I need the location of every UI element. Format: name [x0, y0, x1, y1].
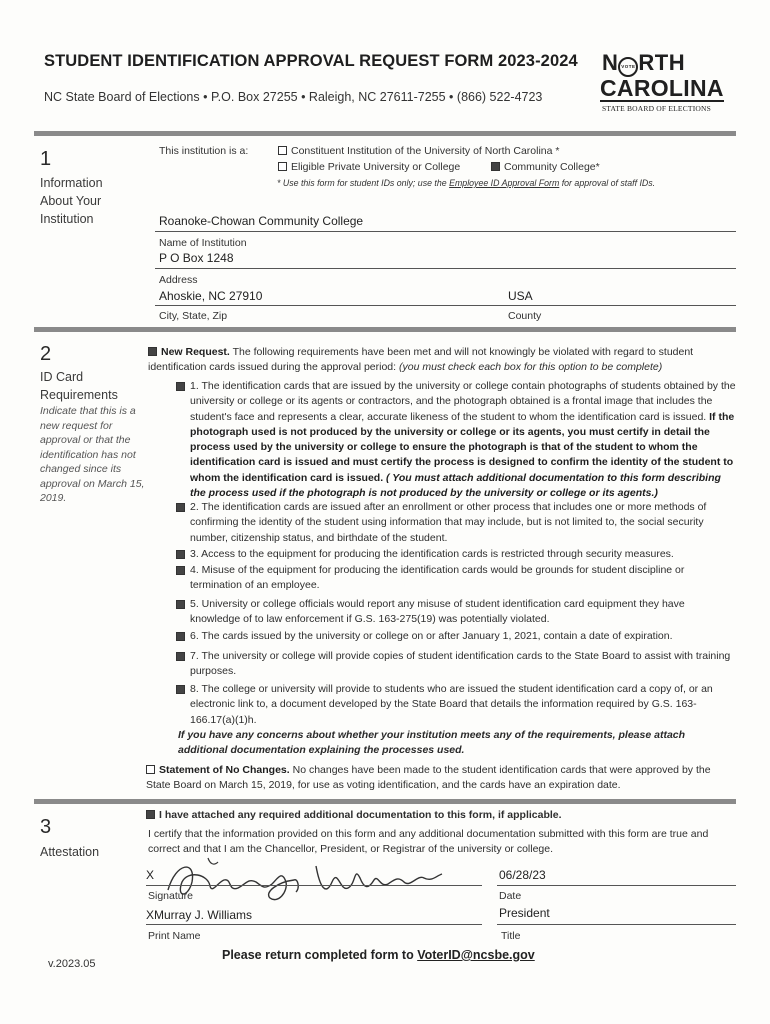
- title-line: [497, 924, 736, 925]
- checkbox-req-1[interactable]: [176, 382, 185, 391]
- signature-line: [146, 885, 482, 886]
- concerns-note: If you have any concerns about whether your institution meets any of the requirements, please attach additional documentation explaining the processes used.: [178, 729, 686, 757]
- print-name-label: Print Name: [148, 930, 201, 942]
- req-3-text: 3. Access to the equipment for producing the identification cards is restricted through security measures.: [190, 548, 674, 560]
- checkbox-req-4[interactable]: [176, 566, 185, 575]
- date-label: Date: [499, 890, 522, 902]
- vote-seal-icon: [618, 57, 638, 77]
- section-1-label: Information About Your Institution: [40, 176, 103, 226]
- req-7-text: 7. The university or college will provide copies of student identification cards to the State Board to assist with training purposes.: [190, 650, 731, 678]
- section-divider: [34, 327, 736, 332]
- req-6-text: 6. The cards issued by the university or college on or after January 1, 2021, contain a date of expiration.: [190, 630, 673, 642]
- section-divider: [34, 131, 736, 136]
- attached-docs-text: I have attached any required additional documentation to this form, if applicable.: [159, 809, 562, 821]
- section-divider: [34, 799, 736, 804]
- option-community-college-label: Community College*: [504, 161, 600, 173]
- section-3-label: Attestation: [40, 845, 100, 859]
- signature-image[interactable]: [148, 852, 458, 906]
- checkbox-community-college[interactable]: [491, 162, 500, 171]
- option-private-label: Eligible Private University or College: [291, 161, 461, 173]
- section-2-number: 2: [40, 343, 52, 365]
- institution-name-label: Name of Institution: [159, 237, 247, 249]
- checkbox-req-6[interactable]: [176, 632, 185, 641]
- section-3-number: 3: [40, 816, 52, 838]
- checkbox-req-7[interactable]: [176, 652, 185, 661]
- section-2-note: Indicate that this is a new request for approval or that the identification has not changed since its approval on March 15, 2019.: [40, 405, 145, 504]
- checkbox-req-3[interactable]: [176, 550, 185, 559]
- option-unc-label: Constituent Institution of the University of North Carolina *: [291, 145, 560, 157]
- return-text: Please return completed form to: [222, 948, 418, 962]
- address-line: [155, 268, 736, 269]
- req-8-text: 8. The college or university will provide to students who are issued the student identification card a copy of, or an electronic link to, a document developed by the State Board that details the information required by G.S. 163-166.17(a)(1)h.: [190, 683, 713, 726]
- no-changes-text: No changes have been made to the student identification cards that were approved by the State Board on March 15, 2019, for use as voting identification, and the cards have an expiration date.: [146, 764, 711, 792]
- no-changes-title: Statement of No Changes.: [159, 764, 290, 776]
- form-subtitle: NC State Board of Elections • P.O. Box 27255 • Raleigh, NC 27611-7255 • (866) 522-4723: [44, 90, 543, 104]
- req-4-text: 4. Misuse of the equipment for producing the identification cards would be grounds for student discipline or termination of an employee.: [190, 564, 685, 592]
- checkbox-no-changes[interactable]: [146, 765, 155, 774]
- ncsbe-logo: [600, 50, 724, 116]
- req-1-italic: ( You must attach additional documentation to this form describing the process used if the photograph is not produced by the university or college or its agents.): [190, 471, 721, 500]
- return-email-link[interactable]: VoterID@ncsbe.gov: [417, 948, 535, 962]
- return-instructions: [222, 948, 535, 962]
- option-private[interactable]: [278, 161, 460, 173]
- institution-name-line: [155, 231, 736, 232]
- staff-id-note: [277, 178, 655, 188]
- note-prefix: * Use this form for student IDs only; use the: [277, 178, 450, 188]
- req-2-text: 2. The identification cards are issued after an enrollment or other process that includes one or more methods of confirming the identity of the student using information that may include, but is not limited to, the social security number, citizenship status, and birthdate of the student.: [190, 501, 707, 544]
- signature-x: X: [146, 868, 155, 882]
- logo-state-board: STATE BOARD OF ELECTIONS: [602, 104, 711, 113]
- institution-name-value[interactable]: Roanoke-Chowan Community College: [159, 214, 364, 228]
- new-request-italic: (you must check each box for this option to be complete): [399, 361, 663, 374]
- section-2-label: ID Card Requirements: [40, 370, 118, 402]
- signature-label: Signature: [148, 890, 193, 902]
- print-name-value[interactable]: [146, 908, 252, 922]
- title-value[interactable]: President: [499, 906, 550, 920]
- section-1-number: 1: [40, 148, 52, 170]
- new-request-text: The following requirements have been met and will not knowingly be violated with regard to student identification cards issued during the approval period:: [148, 346, 694, 374]
- no-changes: [146, 763, 736, 794]
- county-label: County: [508, 310, 542, 322]
- logo-carolina: CAROLINA: [600, 75, 724, 101]
- checkbox-private[interactable]: [278, 162, 287, 171]
- req-1-bold: If the photograph used is not produced by the university or college or its agents, you must certify in detail the process used by the university or college to ensure the photograph is that of the student to whom the identification card is issued and must certify the process is designed to confirm the identity of the student to whom the identification card is issued.: [190, 410, 735, 484]
- checkbox-new-request[interactable]: [148, 347, 157, 356]
- print-name-text: Murray J. Williams: [154, 908, 253, 922]
- option-unc[interactable]: [278, 145, 559, 157]
- institution-type-label: This institution is a:: [159, 145, 249, 157]
- checkbox-req-5[interactable]: [176, 600, 185, 609]
- form-version: v.2023.05: [48, 958, 96, 970]
- checkbox-req-2[interactable]: [176, 503, 185, 512]
- print-name-x: X: [146, 908, 155, 922]
- req-1-text: 1. The identification cards that are issued by the university or college contain photographs of students obtained by the university or college or its agents or contractors, and the photograph obtained is a frontal image that includes the student's face and represents a clear, accurate likeness of the student to whom the identification card is issued.: [190, 380, 736, 423]
- form-title: STUDENT IDENTIFICATION APPROVAL REQUEST FORM 2023-2024: [44, 52, 578, 70]
- city-line: [155, 305, 736, 306]
- certify-text: I certify that the information provided on this form and any additional documentation submitted with this form are true and correct and that I am the Chancellor, President, or Registrar of the university or college.: [148, 828, 709, 856]
- logo-vote-text: VOTE: [621, 64, 636, 69]
- title-label: Title: [501, 930, 521, 942]
- req-5-text: 5. University or college officials would report any misuse of student identification card equipment they have knowledge of to law enforcement if G.S. 163-275(19) was potentially violated.: [190, 598, 685, 626]
- date-value[interactable]: 06/28/23: [499, 868, 546, 882]
- address-value[interactable]: P O Box 1248: [159, 251, 234, 265]
- note-suffix: for approval of staff IDs.: [559, 178, 656, 188]
- option-community-college[interactable]: [491, 161, 600, 173]
- checkbox-unc[interactable]: [278, 146, 287, 155]
- checkbox-req-8[interactable]: [176, 685, 185, 694]
- county-value[interactable]: USA: [508, 289, 533, 303]
- date-line: [497, 885, 736, 886]
- city-state-zip-label: City, State, Zip: [159, 310, 228, 322]
- new-request-title: New Request.: [161, 346, 230, 358]
- attached-docs: [146, 808, 562, 823]
- city-state-zip-value[interactable]: Ahoskie, NC 27910: [159, 289, 263, 303]
- print-name-line: [146, 924, 482, 925]
- employee-id-form-link[interactable]: Employee ID Approval Form: [449, 178, 560, 188]
- logo-north: N VOTE RTH: [602, 50, 686, 75]
- new-request: [148, 345, 736, 376]
- address-label: Address: [159, 274, 198, 286]
- checkbox-attached-docs[interactable]: [146, 810, 155, 819]
